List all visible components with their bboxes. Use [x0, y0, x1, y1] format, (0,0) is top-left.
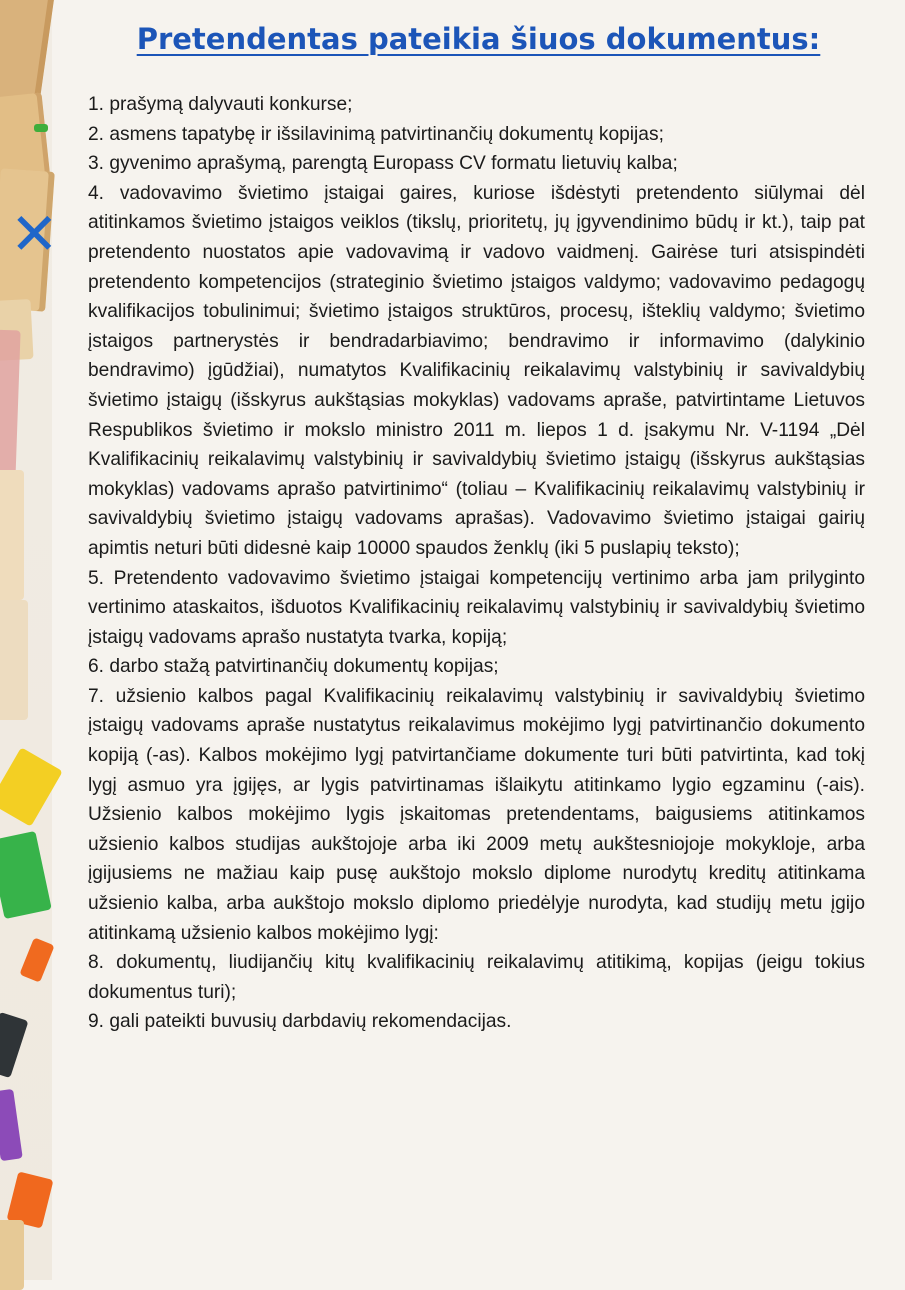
list-item-text: 1. prašymą dalyvauti konkurse; — [88, 94, 353, 115]
yellow-block — [0, 747, 63, 826]
wooden-block — [0, 1220, 24, 1290]
list-item — [88, 90, 865, 120]
list-item-text: 7. užsienio kalbos pagal Kvalifikacinių reikalavimų valstybinių ir savivaldybių švietimo įstaigų vadovams apraše nustatytus reikalavimus mokėjimo lygį patvirtinančio dokumento kopiją (-as). Kalbos mokėjimo lygį patvirtančiame dokumente turi būti patvirtinta, kad tokį lygį asmuo yra įgijęs, ar lygis patvirtinamas išlaikytu atitinkamo lygio egzaminu (-ais). Užsienio kalbos mokėjimo lygis įskaitomas pretendentams, baigusiems atitinkamos užsienio kalbos studijas aukštojoje arba iki 2009 metų aukštesniojoje mokykloje, arba įgijusiems ne mažiau kaip pusę aukštojo mokslo diplome nurodytų kreditų atitinkama užsienio kalba, arba aukštojo mokslo diplomo priedėlyje nurodyta, kad studijų metu įgijo atitinkamą užsienio kalbos mokėjimo lygį: — [88, 685, 865, 944]
list-item — [88, 179, 865, 564]
list-item-text: 3. gyvenimo aprašymą, parengtą Europass CV formatu lietuvių kalba; — [88, 153, 678, 175]
list-item — [88, 1007, 865, 1037]
list-item-text: 4. vadovavimo švietimo įstaigai gaires, kuriose išdėstyti pretendento siūlymai dėl atitinkamos švietimo įstaigos veiklos (tikslų, prioritetų, jų įgyvendinimo būdų ir kt.), taip pat pretendento nuostatos apie vadovavimą ir vadovo vaidmenį. Gairėse turi atsispindėti pretendento kompetencijos (strateginio švietimo įstaigos valdymo; vadovavimo pedagogų kvalifikacijos tobulinimui; švietimo įstaigos struktūros, procesų, išteklių valdymo; švietimo įstaigos partnerystės ir bendradarbiavimo; bendravimo ir informavimo (dalykinio bendravimo) įgūdžiai), numatytos Kvalifikacinių reikalavimų valstybinių ir savivaldybių švietimo įstaigų (išskyrus aukštąsias mokyklas) vadovams apraše, patvirtintame Lietuvos Respublikos švietimo ir mokslo ministro 2011 m. liepos 1 d. įsakymu Nr. V-1194 „Dėl Kvalifikacinių reikalavimų valstybinių ir savivaldybių švietimo įstaigų (išskyrus aukštąsias mokyklas) vadovams aprašo patvirtinimo“ (toliau – Kvalifikacinių reikalavimų valstybinių ir savivaldybių švietimo įstaigų vadovams aprašas). Vadovavimo švietimo įstaigai gairių apimtis neturi būti didesnė kaip 10000 spaudos ženklų (iki 5 puslapių teksto); — [88, 182, 865, 559]
list-item — [88, 149, 865, 179]
list-item-text: 9. gali pateikti buvusių darbdavių rekomendacijas. — [88, 1011, 512, 1033]
list-item-text: 8. dokumentų, liudijančių kitų kvalifikacinių reikalavimų atitikimą, kopijas (jeigu tokius dokumentus turi); — [88, 952, 865, 1003]
page-title: Pretendentas pateikia šiuos dokumentus: — [136, 22, 821, 56]
list-item-text: 5. Pretendento vadovavimo švietimo įstaigai kompetencijų vertinimo arba jam prilyginto vertinimo ataskaitos, išduotos Kvalifikacinių reikalavimų valstybinių ir savivaldybių švietimo įstaigų vadovams aprašo nustatyta tvarka, kopiją; — [88, 567, 865, 648]
orange-block — [19, 937, 54, 982]
purple-block — [0, 1089, 23, 1161]
green-peg — [34, 124, 48, 132]
green-block — [0, 831, 52, 919]
wooden-block — [0, 600, 28, 720]
list-item — [88, 564, 865, 653]
list-item — [88, 682, 865, 948]
list-item-text: 2. asmens tapatybę ir išsilavinimą patvirtinančių dokumentų kopijas; — [88, 123, 664, 145]
documents-list — [88, 90, 865, 1037]
pink-block — [0, 330, 21, 481]
wooden-block — [0, 0, 56, 103]
list-item-text: 6. darbo stažą patvirtinančių dokumentų kopijas; — [88, 656, 499, 678]
dark-block — [0, 1012, 29, 1078]
list-item — [88, 652, 865, 682]
list-item — [88, 948, 865, 1007]
list-item — [88, 120, 865, 150]
wooden-block — [0, 470, 24, 600]
decorative-blocks-strip — [0, 0, 59, 1280]
x-icon: ✕ — [10, 200, 59, 268]
